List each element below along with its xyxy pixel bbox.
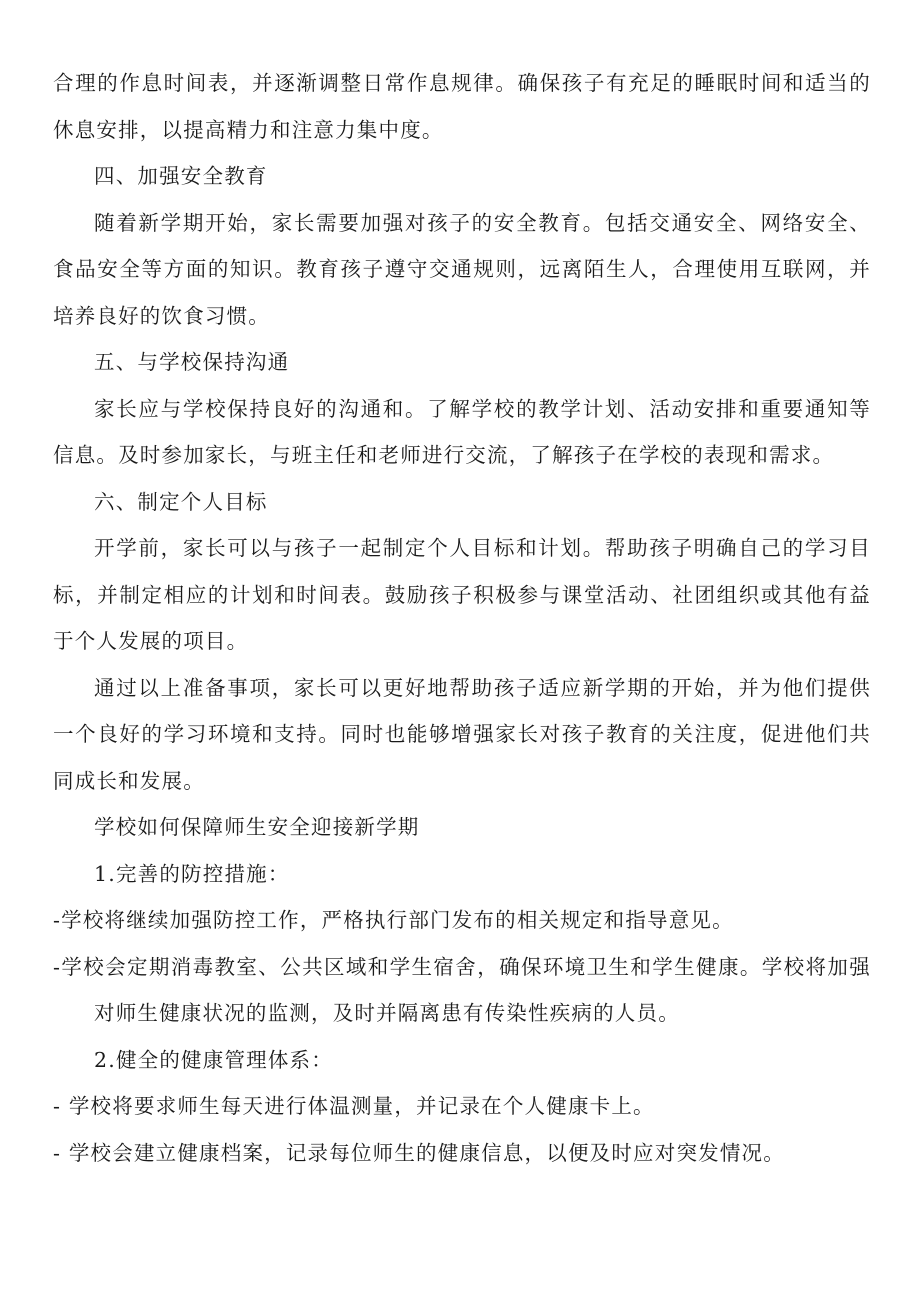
heading-safety-education: 四、加强安全教育 bbox=[94, 164, 268, 188]
heading-school-safety: 学校如何保障师生安全迎接新学期 bbox=[94, 815, 420, 839]
paragraph-school-communication: 家长应与学校保持良好的沟通和。了解学校的教学计划、活动安排和重要通知等信息。及时参加家长，与班主任和老师进行交流，了解孩子在学校的表现和需求。 bbox=[53, 396, 871, 467]
paragraph-safety-education: 随着新学期开始，家长需要加强对孩子的安全教育。包括交通安全、网络安全、食品安全等方面的知识。教育孩子遵守交通规则，远离陌生人，合理使用互联网，并培养良好的饮食习惯。 bbox=[53, 210, 871, 328]
paragraph-rest-schedule: 合理的作息时间表，并逐渐调整日常作息规律。确保孩子有充足的睡眠时间和适当的休息安排，以提高精力和注意力集中度。 bbox=[53, 71, 871, 142]
bullet-health-1: - 学校将要求师生每天进行体温测量，并记录在个人健康卡上。 bbox=[53, 1094, 655, 1118]
bullet-health-2: - 学校会建立健康档案，记录每位师生的健康信息，以便及时应对突发情况。 bbox=[53, 1140, 785, 1165]
heading-personal-goals: 六、制定个人目标 bbox=[94, 489, 268, 514]
heading-school-communication: 五、与学校保持沟通 bbox=[94, 350, 290, 374]
document-page bbox=[53, 60, 871, 1176]
subheading-prevention-measures: 1.完善的防控措施： bbox=[94, 861, 290, 886]
paragraph-conclusion: 通过以上准备事项，家长可以更好地帮助孩子适应新学期的开始，并为他们提供一个良好的学习环境和支持。同时也能够增强家长对孩子教育的关注度，促进他们共同成长和发展。 bbox=[53, 675, 871, 793]
bullet-prevention-2: -学校会定期消毒教室、公共区域和学生宿舍，确保环境卫生和学生健康。学校将加强对师生健康状况的监测，及时并隔离患有传染性疾病的人员。 bbox=[53, 954, 871, 1025]
subheading-health-management: 2.健全的健康管理体系： bbox=[94, 1047, 333, 1072]
bullet-prevention-1: -学校将继续加强防控工作，严格执行部门发布的相关规定和指导意见。 bbox=[53, 908, 734, 932]
paragraph-personal-goals: 开学前，家长可以与孩子一起制定个人目标和计划。帮助孩子明确自己的学习目标，并制定相应的计划和时间表。鼓励孩子积极参与课堂活动、社团组织或其他有益于个人发展的项目。 bbox=[53, 536, 871, 653]
